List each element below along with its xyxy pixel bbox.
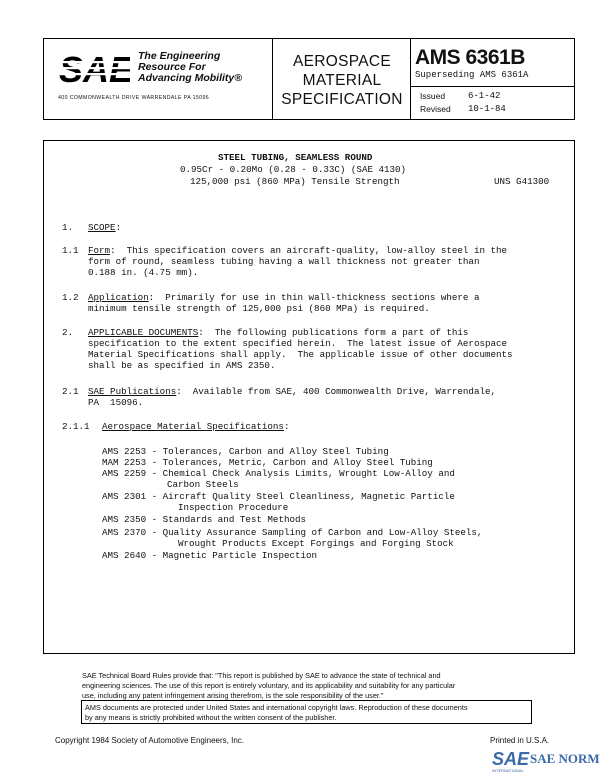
reference-id: AMS 2259 xyxy=(102,468,147,479)
section-number: 1. xyxy=(62,222,74,233)
revised-date: 10-1-84 xyxy=(468,104,506,114)
reference-id: AMS 2640 xyxy=(102,550,147,561)
paragraph-text: The following publications form a part of this xyxy=(214,327,469,338)
heading-text: Application xyxy=(88,292,149,303)
paragraph-line: shall be as specified in AMS 2350. xyxy=(88,360,276,371)
section-number: 2.1.1 xyxy=(62,421,90,432)
watermark-logo: SAE xyxy=(492,749,530,769)
tagline-line: Advancing Mobility® xyxy=(138,72,242,84)
note-line: AMS documents are protected under United States and international copyright laws. Reproduction of these documents xyxy=(85,703,468,712)
sae-norm-watermark xyxy=(492,748,600,774)
reference-id: MAM 2253 xyxy=(102,457,147,468)
header-divider xyxy=(410,38,411,120)
reference-title: Aircraft Quality Steel Cleanliness, Magnetic Particle xyxy=(162,491,455,502)
header-divider xyxy=(410,86,575,87)
revised-label: Revised xyxy=(420,104,451,114)
reference-title: Quality Assurance Sampling of Carbon and Low-Alloy Steels, xyxy=(162,527,483,538)
reference-entry: AMS 2259 - Chemical Check Analysis Limits, Wrought Low-Alloy and xyxy=(102,468,455,479)
section-number: 2. xyxy=(62,327,74,338)
sae-tagline xyxy=(138,51,242,84)
title-line: MATERIAL xyxy=(302,72,382,89)
paragraph-line: Material Specifications shall apply. The applicable issue of other documents xyxy=(88,349,513,360)
issued-date: 6-1-42 xyxy=(468,91,501,101)
reference-title: Magnetic Particle Inspection xyxy=(162,550,318,561)
copyright-notice-box xyxy=(81,700,532,724)
section-number: 2.1 xyxy=(62,386,79,397)
heading-text: SCOPE xyxy=(88,222,116,233)
copyright: Copyright 1984 Society of Automotive Engineers, Inc. xyxy=(55,736,244,745)
reference-id: AMS 2370 xyxy=(102,527,147,538)
paragraph-line: PA 15096. xyxy=(88,397,144,408)
reference-title: Chemical Check Analysis Limits, Wrought Low-Alloy and xyxy=(162,468,455,479)
paragraph-line: Application: Primarily for use in thin wall-thickness sections where a xyxy=(88,292,480,303)
reference-id: AMS 2301 xyxy=(102,491,147,502)
subject-line: STEEL TUBING, SEAMLESS ROUND xyxy=(218,152,373,163)
note-line: SAE Technical Board Rules provide that: "This report is published by SAE to advance the state of technical and xyxy=(82,671,441,680)
section-heading: SCOPE: xyxy=(88,222,122,233)
paragraph-line: minimum tensile strength of 125,000 psi (860 MPa) is required. xyxy=(88,303,430,314)
uns-number: UNS G41300 xyxy=(494,176,550,187)
paragraph-line: form of round, seamless tubing having a wall thickness not greater than xyxy=(88,256,480,267)
watermark-sub: INTERNATIONAL xyxy=(492,768,524,773)
paragraph-text: This specification covers an aircraft-quality, low-alloy steel in the xyxy=(126,245,508,256)
heading-text: Aerospace Material Specifications xyxy=(102,421,284,432)
sae-address: 400 COMMONWEALTH DRIVE WARRENDALE PA 15096 xyxy=(58,95,210,101)
reference-entry: MAM 2253 - Tolerances, Metric, Carbon and Alloy Steel Tubing xyxy=(102,457,433,468)
reference-title: Tolerances, Carbon and Alloy Steel Tubing xyxy=(162,446,389,457)
ams-number: AMS 6361B xyxy=(415,46,525,69)
reference-continuation: Carbon Steels xyxy=(167,479,239,490)
document-type-title xyxy=(276,52,408,109)
reference-continuation: Inspection Procedure xyxy=(178,502,289,513)
paragraph-line: APPLICABLE DOCUMENTS: The following publications form a part of this xyxy=(88,327,469,338)
superseding-note: Superseding AMS 6361A xyxy=(415,70,529,80)
sae-logo xyxy=(58,50,130,88)
watermark-text: SAE NORM xyxy=(530,751,600,766)
reference-id: AMS 2350 xyxy=(102,514,147,525)
subject-line: 0.95Cr - 0.20Mo (0.28 - 0.33C) (SAE 4130) xyxy=(180,164,407,175)
reference-title: Tolerances, Metric, Carbon and Alloy Steel Tubing xyxy=(162,457,433,468)
heading-text: SAE Publications xyxy=(88,386,177,397)
section-number: 1.2 xyxy=(62,292,79,303)
paragraph-text: Available from SAE, 400 Commonwealth Drive, Warrendale, xyxy=(192,386,497,397)
header-divider xyxy=(272,38,273,120)
paragraph-line: SAE Publications: Available from SAE, 400 Commonwealth Drive, Warrendale, xyxy=(88,386,497,397)
reference-title: Standards and Test Methods xyxy=(162,514,307,525)
reference-id: AMS 2253 xyxy=(102,446,147,457)
paragraph-text: Primarily for use in thin wall-thickness sections where a xyxy=(165,292,480,303)
subject-line: 125,000 psi (860 MPa) Tensile Strength xyxy=(190,176,400,187)
printed-in: Printed in U.S.A. xyxy=(490,736,550,745)
note-line: engineering sciences. The use of this report is entirely voluntary, and its applicability and suitability for any particular xyxy=(82,681,456,690)
section-number: 1.1 xyxy=(62,245,79,256)
reference-entry: AMS 2253 - Tolerances, Carbon and Alloy Steel Tubing xyxy=(102,446,389,457)
issued-label: Issued xyxy=(420,91,446,101)
note-line: by any means is strictly prohibited without the written consent of the publisher. xyxy=(85,713,337,722)
title-line: AEROSPACE xyxy=(292,53,392,70)
reference-continuation: Wrought Products Except Forgings and Forging Stock xyxy=(178,538,454,549)
heading-text: Form xyxy=(88,245,111,256)
section-heading: Aerospace Material Specifications: xyxy=(102,421,290,432)
heading-text: APPLICABLE DOCUMENTS xyxy=(88,327,199,338)
reference-entry: AMS 2370 - Quality Assurance Sampling of Carbon and Low-Alloy Steels, xyxy=(102,527,483,538)
tagline-line: The Engineering xyxy=(138,50,221,62)
paragraph-line: 0.188 in. (4.75 mm). xyxy=(88,267,199,278)
paragraph-line: Form: This specification covers an aircraft-quality, low-alloy steel in the xyxy=(88,245,508,256)
reference-entry: AMS 2640 - Magnetic Particle Inspection xyxy=(102,550,318,561)
title-line: SPECIFICATION xyxy=(281,91,403,108)
board-rules-note xyxy=(82,671,532,701)
reference-entry: AMS 2301 - Aircraft Quality Steel Cleanliness, Magnetic Particle xyxy=(102,491,455,502)
note-line: use, including any patent infringement arising therefrom, is the sole responsibility of the user." xyxy=(82,691,384,700)
paragraph-line: specification to the extent specified herein. The latest issue of Aerospace xyxy=(88,338,508,349)
tagline-line: Resource For xyxy=(138,61,206,73)
reference-entry: AMS 2350 - Standards and Test Methods xyxy=(102,514,307,525)
